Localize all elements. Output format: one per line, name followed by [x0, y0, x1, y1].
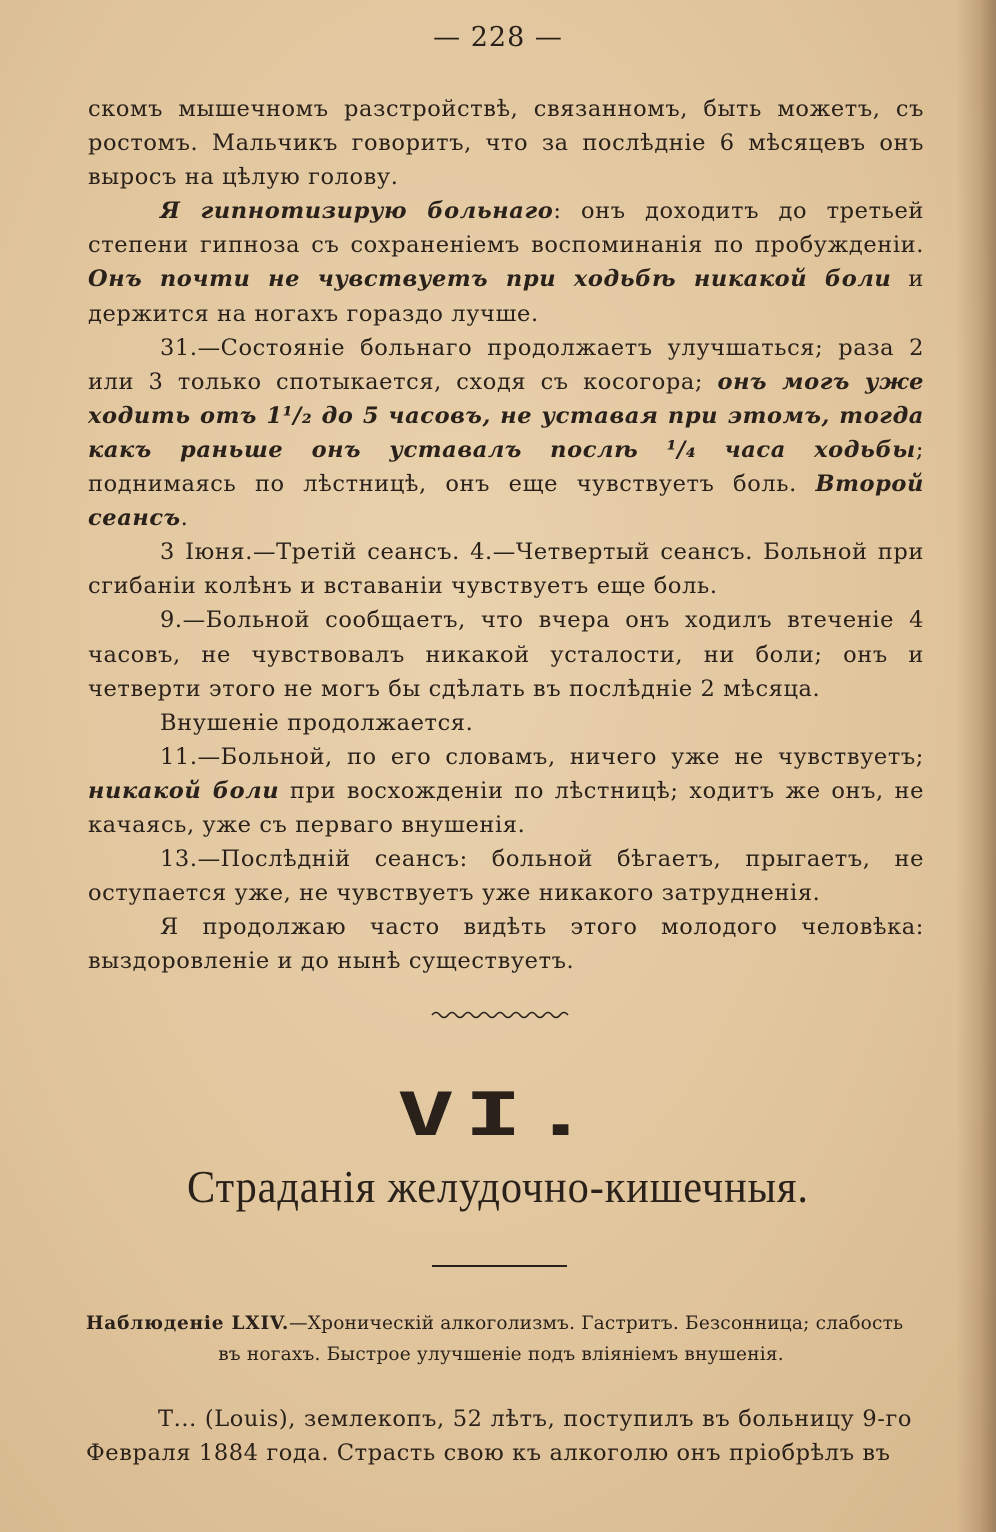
paragraph — [88, 740, 924, 842]
observation-subject-line1: —Хроническій алкоголизмъ. Гастритъ. Безсонница; слабость — [289, 1313, 904, 1334]
case-text — [86, 1402, 912, 1470]
emphasized-text: Второй сеансъ — [88, 471, 924, 532]
text-segment: 9.—Больной сообщаетъ, что вчера онъ ходилъ втеченіе 4 часовъ, не чувствовалъ никакой усталости, ни боли; онъ и четверти этого не могъ бы сдѣлать въ послѣдніе 2 мѣсяца. — [88, 607, 924, 702]
text-segment: 3 Іюня.—Третій сеансъ. 4.—Четвертый сеансъ. Больной при сгибаніи колѣнъ и вставаніи чувствуетъ еще боль. — [88, 539, 924, 600]
case-paragraph: Т... (Louis), землекопъ, 52 лѣтъ, поступилъ въ больницу 9-го Февраля 1884 года. Страсть свою къ алкоголю онъ пріобрѣлъ въ — [86, 1406, 912, 1466]
paragraph — [88, 331, 924, 536]
emphasized-text: онъ могъ уже ходить отъ 1¹/₂ до 5 часовъ, не уставая при этомъ, тогда какъ раньше онъ уставалъ послѣ ¹/₄ часа ходьбы — [88, 368, 925, 463]
paragraph — [88, 842, 924, 910]
paragraph — [88, 910, 924, 978]
text-segment: и держится на ногахъ гораздо лучше. — [88, 266, 924, 327]
paragraph — [88, 194, 924, 330]
paragraph — [88, 603, 924, 705]
paragraph — [88, 535, 924, 603]
text-segment: Я продолжаю часто видѣть этого молодого человѣка: выздоровленіе и до нынѣ существуетъ. — [88, 914, 924, 975]
paragraph — [88, 706, 924, 740]
section-divider-ornament — [430, 1008, 570, 1022]
text-segment: при восхожденіи по лѣстницѣ; ходитъ же онъ, не качаясь, уже съ перваго внушенія. — [88, 777, 924, 838]
text-segment: . — [180, 505, 189, 532]
text-segment: скомъ мышечномъ разстройствѣ, связанномъ, быть можетъ, съ ростомъ. Мальчикъ говоритъ, что за послѣдніе 6 мѣсяцевъ онъ выросъ на цѣлую голову. — [88, 96, 924, 191]
title-rule — [432, 1265, 567, 1267]
emphasized-text: Онъ почти не чувствуетъ при ходьбѣ никакой боли — [88, 266, 892, 293]
chapter-title: Страданія желудочно-кишечныя. — [187, 1161, 809, 1212]
observation-label: Наблюденіе LXIV. — [86, 1313, 290, 1334]
emphasized-text: Я гипнотизирую больнаго — [160, 198, 554, 225]
text-segment: ; поднимаясь по лѣстницѣ, онъ еще чувствуетъ боль. — [88, 436, 924, 498]
emphasized-text: никакой боли — [88, 777, 280, 804]
chapter-numeral: VI. — [396, 1080, 600, 1150]
text-segment: : онъ доходитъ до третьей степени гипноза съ сохраненіемъ воспоминанія по пробужденіи. — [88, 198, 924, 259]
text-segment: 13.—Послѣдній сеансъ: больной бѣгаетъ, прыгаетъ, не оступается уже, не чувствуетъ уже никакого затрудненія. — [88, 846, 924, 907]
text-segment: 11.—Больной, по его словамъ, ничего уже не чувствуетъ; — [160, 743, 924, 770]
body-text — [88, 92, 924, 978]
paragraph — [88, 92, 924, 194]
observation-heading — [86, 1308, 916, 1370]
text-segment: Внушеніе продолжается. — [160, 709, 474, 736]
page-number: — 228 — — [433, 22, 563, 53]
text-segment: 31.—Состояніе больнаго продолжаетъ улучшаться; раза 2 или 3 только спотыкается, сходя съ косогора; — [88, 334, 924, 395]
page-spine-shadow — [956, 0, 996, 1532]
observation-subject-line2: въ ногахъ. Быстрое улучшеніе подъ вліяніемъ внушенія. — [218, 1344, 784, 1365]
